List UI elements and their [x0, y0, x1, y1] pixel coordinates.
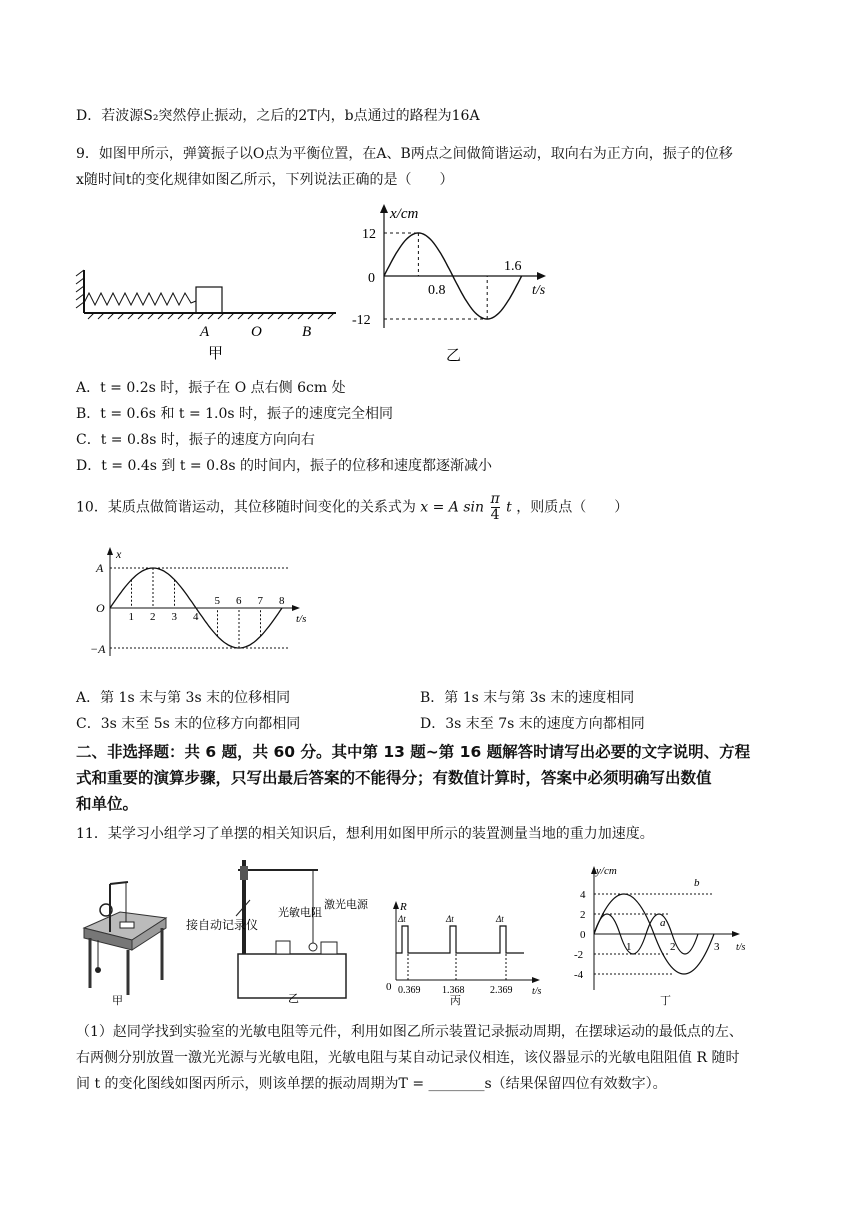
q9-xt-chart	[340, 200, 570, 365]
q10-stem-suffix: ，则质点（ ）	[516, 499, 629, 516]
q9-option-a: A．t = 0.2s 时，振子在 O 点右侧 6cm 处	[76, 380, 346, 396]
q10-ytick-neg-a: −A	[90, 642, 106, 656]
q10-x-ticks	[129, 595, 286, 623]
q10-option-d: D．3s 末至 7s 末的速度方向都相同	[420, 716, 645, 732]
q10-stem-prefix: 10．某质点做简谐运动，其位移随时间变化的关系式为	[76, 499, 416, 516]
label-b: B	[302, 324, 312, 340]
resistance-pulse-chart	[384, 898, 554, 1007]
bing-time-3: 2.369	[490, 985, 513, 996]
q10-xtick-2: 2	[150, 611, 156, 623]
q10-option-b: B．第 1s 末与第 3s 末的速度相同	[420, 690, 635, 706]
q11-part1-line2: 右两侧分别放置一激光光源与光敏电阻，光敏电阻与某自动记录仪相连，该仪器显示的光敏电阻阻值 R 随时	[76, 1050, 740, 1066]
q11-figure-ding	[574, 862, 760, 1006]
q9-figure-jia	[74, 258, 344, 363]
q10-xtick-3: 3	[171, 611, 177, 623]
ding-ytick-4: 4	[580, 889, 586, 901]
pendulum-table-diagram	[80, 870, 170, 1005]
q9-option-c: C．t = 0.8s 时，振子的速度方向向右	[76, 432, 315, 448]
q10-xtick-6: 6	[236, 595, 242, 607]
q9-ytick-neg12: -12	[352, 313, 371, 328]
q9-xlabel: t/s	[532, 283, 546, 298]
q10-formula-t: t	[506, 499, 512, 516]
q10-figure	[90, 544, 330, 664]
q9-option-d: D．t = 0.4s 到 t = 0.8s 的时间内，振子的位移和速度都逐渐减小	[76, 458, 492, 474]
ding-xlabel: t/s	[736, 942, 746, 953]
pulse-label-1: Δt	[398, 914, 406, 924]
q9-stem-line1: 9．如图甲所示，弹簧振子以O点为平衡位置，在A、B两点之间做简谐运动，取向右为正方向，振子的位移	[76, 146, 733, 162]
q11-figure-bing	[384, 898, 554, 1007]
q9-xtick-08: 0.8	[428, 283, 446, 298]
q10-option-c: C．3s 末至 5s 末的位移方向都相同	[76, 716, 301, 732]
ding-ytick-neg4: -4	[574, 969, 584, 981]
ding-ylabel: y/cm	[596, 865, 617, 877]
bing-origin: 0	[386, 981, 392, 993]
section2-line3: 和单位。	[76, 795, 139, 813]
q9-ylabel: x/cm	[390, 206, 419, 222]
bing-time-2: 1.368	[442, 985, 465, 996]
bing-ylabel: R	[400, 901, 407, 913]
label-resistor: 光敏电阻	[278, 906, 322, 919]
section2-line2: 式和重要的演算步骤，只写出最后答案的不能得分；有数值计算时，答案中必须明确写出数值	[76, 769, 712, 787]
apparatus-diagram	[186, 856, 366, 1006]
label-laser: 激光电源	[324, 898, 368, 911]
q9-option-b: B．t = 0.6s 和 t = 1.0s 时，振子的速度完全相同	[76, 406, 394, 422]
q10-xt-chart	[90, 544, 330, 664]
q10-fraction: $\frac{\pi}{4}$	[490, 491, 500, 523]
q10-xtick-8: 8	[279, 595, 285, 607]
q10-stem	[76, 492, 628, 532]
ding-xtick-2: 2	[670, 941, 676, 953]
q10-ylabel: x	[116, 547, 122, 561]
ding-ytick-2: 2	[580, 909, 586, 921]
spring	[84, 293, 196, 305]
ding-xtick-3: 3	[714, 941, 720, 953]
q9-figure-yi	[340, 200, 570, 365]
q10-xlabel: t/s	[296, 613, 307, 625]
label-o: O	[251, 324, 262, 340]
q10-xtick-4: 4	[193, 611, 199, 623]
caption-q11-yi: 乙	[288, 992, 299, 1005]
series-label-b: b	[694, 877, 700, 889]
bing-time-1: 0.369	[398, 985, 421, 996]
spring-oscillator-diagram	[74, 258, 344, 363]
caption-q11-ding: 丁	[660, 994, 671, 1007]
ding-ytick-neg2: -2	[574, 949, 584, 961]
q9-xtick-16: 1.6	[504, 259, 522, 274]
ding-ytick-0: 0	[580, 929, 586, 941]
q11-part1-line3: 间 t 的变化图线如图丙所示，则该单摆的振动周期为T = ________s（结果保留四位有效数字）。	[76, 1076, 667, 1092]
caption-yi: 乙	[446, 346, 462, 364]
caption-jia: 甲	[208, 344, 224, 362]
section2-line1: 二、非选择题：共 6 题，共 60 分。其中第 13 题~第 16 题解答时请写出必要的文字说明、方程	[76, 743, 751, 761]
ding-xtick-1: 1	[626, 941, 632, 953]
label-a: A	[200, 324, 210, 340]
q10-origin: O	[96, 601, 105, 615]
q10-xtick-5: 5	[214, 595, 220, 607]
q10-ytick-a: A	[96, 561, 104, 575]
q10-option-a: A．第 1s 末与第 3s 末的位移相同	[76, 690, 291, 706]
q11-part1-line1: （1）赵同学找到实验室的光敏电阻等元件，利用如图乙所示装置记录振动周期，在摆球运动的最低点的左、	[76, 1024, 743, 1040]
caption-q11-bing: 丙	[450, 994, 461, 1007]
label-recorder: 接自动记录仪	[186, 918, 259, 932]
q9-origin: 0	[368, 271, 375, 286]
q11-figure-jia	[80, 870, 170, 1005]
caption-q11-jia: 甲	[112, 994, 123, 1007]
bing-xlabel: t/s	[532, 986, 542, 997]
two-wave-chart	[574, 862, 760, 1006]
q9-ytick-12: 12	[362, 227, 376, 242]
q8-option-d: D．若波源S₂突然停止振动，之后的2T内，b点通过的路程为16A	[76, 108, 480, 124]
q9-stem-line2: x随时间t的变化规律如图乙所示，下列说法正确的是（ ）	[76, 172, 454, 188]
q11-stem: 11．某学习小组学习了单摆的相关知识后，想利用如图甲所示的装置测量当地的重力加速度。	[76, 826, 654, 842]
q10-xtick-7: 7	[257, 595, 263, 607]
pulse-label-3: Δt	[496, 914, 504, 924]
block	[196, 287, 222, 313]
series-label-a: a	[660, 917, 666, 929]
pulse-label-2: Δt	[446, 914, 454, 924]
q10-xtick-1: 1	[128, 611, 134, 623]
q10-formula-lhs: x = A sin	[420, 499, 485, 516]
q11-figure-yi	[186, 856, 366, 1006]
